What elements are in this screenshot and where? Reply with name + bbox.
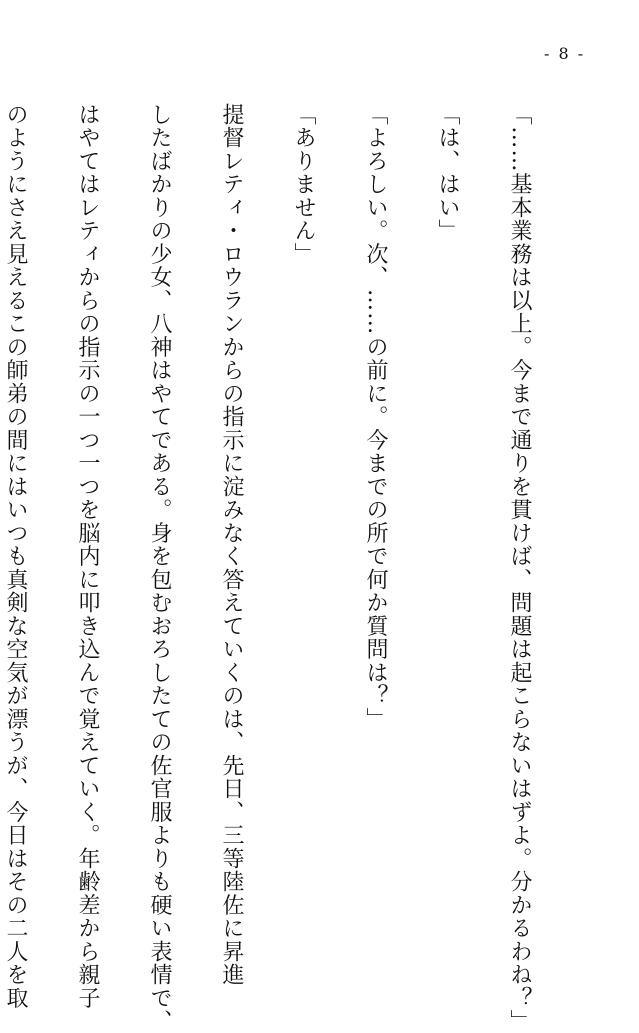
page-number: - 8 - xyxy=(544,44,586,63)
narration-line: 提督レティ・ロウランからの指示に淀みなく答えていくのは、先日、三等陸佐に昇進 xyxy=(219,103,244,987)
narration-line: はやてはレティからの指示の一つ一つを脳内に叩き込んで覚えていく。年齢差から親子 xyxy=(75,103,100,1010)
dialogue-line: 「ありません」 xyxy=(291,103,316,266)
narration-line: したばかりの少女、八神はやてである。身を包むおろしたての佐官服よりも硬い表情で、 xyxy=(147,103,172,1033)
dialogue-line: 「……基本業務は以上。今まで通りを貫けば、問題は起こらないはずよ。分かるわね？」 xyxy=(507,103,532,1033)
narration-line: のようにさえ見えるこの師弟の間にはいつも真剣な空気が漂うが、今日はその二人を取 xyxy=(3,103,28,1010)
novel-text-body xyxy=(3,103,579,1033)
dialogue-line: 「よろしい。次、……の前に。今までの所で何か質問は？」 xyxy=(363,103,388,731)
dialogue-line: 「は、はい」 xyxy=(435,103,460,243)
